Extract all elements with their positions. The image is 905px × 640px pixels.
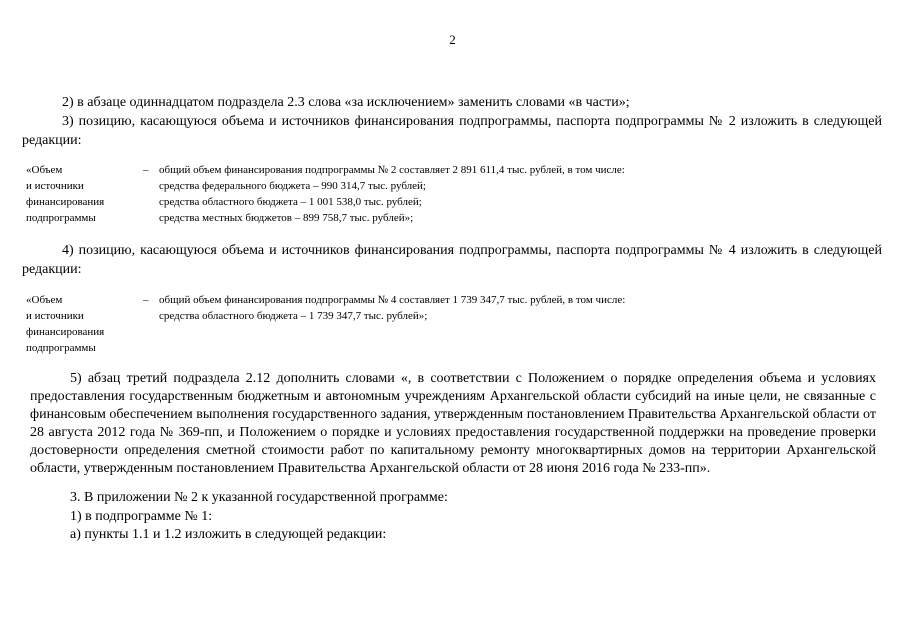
- funding-block-dash: –: [143, 164, 149, 176]
- paragraph-text: 2) в абзаце одиннадцатом подраздела 2.3 слова «за исключением» заменить словами «в части»;: [62, 95, 630, 110]
- funding-block-dash: –: [143, 294, 149, 306]
- funding-federal-line: средства федерального бюджета – 990 314,7 тыс. рублей;: [159, 180, 426, 192]
- funding-regional-line: средства областного бюджета – 1 739 347,7 тыс. рублей»;: [159, 310, 428, 322]
- label-line: финансирования: [26, 196, 105, 208]
- funding-block-label: [26, 292, 141, 356]
- label-line: «Объем: [26, 164, 63, 176]
- label-line: «Объем: [26, 294, 63, 306]
- funding-block-lines: [159, 292, 779, 324]
- funding-regional-line: средства областного бюджета – 1 001 538,0 тыс. рублей;: [159, 196, 422, 208]
- label-line: и источники: [26, 310, 84, 322]
- funding-total-line: общий объем финансирования подпрограммы № 4 составляет 1 739 347,7 тыс. рублей, в том числе:: [159, 294, 626, 306]
- paragraph-text: а) пункты 1.1 и 1.2 изложить в следующей редакции:: [70, 527, 387, 542]
- funding-total-line: общий объем финансирования подпрограммы № 2 составляет 2 891 611,4 тыс. рублей, в том числе:: [159, 164, 625, 176]
- label-line: подпрограммы: [26, 342, 96, 354]
- funding-block-subprogram-2: [26, 162, 786, 228]
- label-line: подпрограммы: [26, 212, 96, 224]
- paragraph-item-3: [22, 112, 882, 150]
- funding-block-label: [26, 162, 141, 226]
- paragraph-text: 5) абзац третий подраздела 2.12 дополнить словами «, в соответствии с Положением о порядке определения объема и условиях предоставления государственным бюджетным и автономным учреждениям Архангельской области субсидий на иные цели, не связанные с финансовым обеспечением выполнения государственного задания, утвержденным постановлением Правительства Архангельской области от 28 августа 2012 года № 369-пп, и Положением о порядке и условиях предоставления государственной поддержки на проведение проверки достоверности определения сметной стоимости работ по капитальному ремонту многоквартирных домов на территории Архангельской области, утвержденным постановлением Правительства Архангельской области от 28 июня 2016 года № 233-пп».: [30, 371, 876, 476]
- page-number: 2: [449, 32, 456, 47]
- paragraph-item-5: [30, 370, 876, 478]
- paragraph-text: 3) позицию, касающуюся объема и источников финансирования подпрограммы, паспорта подпрограммы № 2 изложить в следующей редакции:: [22, 114, 882, 148]
- paragraph-subitem-1: [30, 508, 876, 526]
- paragraph-item-2: [22, 93, 882, 112]
- paragraph-text: 1) в подпрограмме № 1:: [70, 509, 213, 524]
- funding-block-lines: [159, 162, 779, 226]
- paragraph-subitem-a: [30, 526, 876, 544]
- paragraph-item-4: [22, 241, 882, 279]
- funding-block-subprogram-4: [26, 292, 786, 358]
- paragraph-section-3: [30, 489, 876, 507]
- label-line: финансирования: [26, 326, 105, 338]
- funding-local-line: средства местных бюджетов – 899 758,7 тыс. рублей»;: [159, 212, 414, 224]
- paragraph-text: 4) позицию, касающуюся объема и источников финансирования подпрограммы, паспорта подпрограммы № 4 изложить в следующей редакции:: [22, 243, 882, 277]
- label-line: и источники: [26, 180, 84, 192]
- paragraph-text: 3. В приложении № 2 к указанной государственной программе:: [70, 490, 448, 505]
